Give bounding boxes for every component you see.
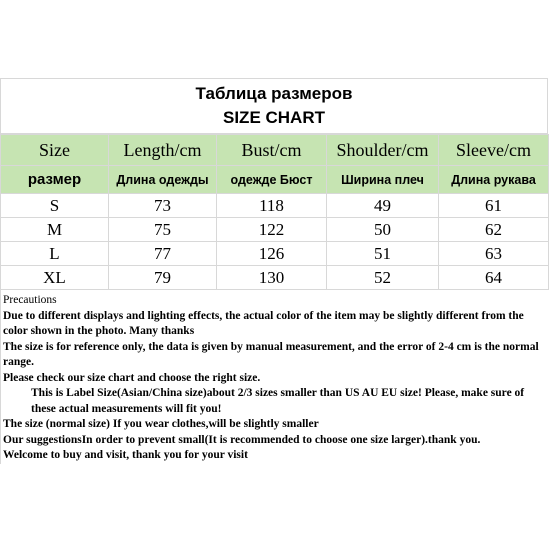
cell-length: 79 [109, 266, 217, 290]
note-line: The size (normal size) If you wear clothes,will be slightly smaller [3, 418, 319, 430]
cell-length: 73 [109, 194, 217, 218]
cell-size: S [1, 194, 109, 218]
header-size-ru: размер [1, 166, 109, 194]
note-line: This is Label Size(Asian/China size)about 2/3 sizes smaller than US AU EU size! Please, make sure of these actual measurements will fit you! [31, 387, 525, 415]
precautions-notes [0, 290, 548, 464]
header-shoulder: Shoulder/cm [327, 135, 439, 166]
cell-size: XL [1, 266, 109, 290]
header-bust-ru: одежде Бюст [217, 166, 327, 194]
note-line: The size is for reference only, the data is given by manual measurement, and the error of 2-4 cm is the normal range. [3, 340, 539, 368]
table-row [1, 266, 549, 290]
table-row [1, 218, 549, 242]
cell-shoulder: 49 [327, 194, 439, 218]
cell-sleeve: 61 [439, 194, 549, 218]
cell-size: L [1, 242, 109, 266]
note-line: Please check our size chart and choose the right size. [3, 371, 261, 384]
cell-bust: 126 [217, 242, 327, 266]
header-length: Length/cm [109, 135, 217, 166]
cell-size: M [1, 218, 109, 242]
header-row-english [1, 135, 549, 166]
cell-shoulder: 52 [327, 266, 439, 290]
size-chart-sheet [0, 78, 548, 464]
table-row [1, 194, 549, 218]
cell-length: 77 [109, 242, 217, 266]
notes-heading: Precautions [3, 294, 57, 306]
cell-sleeve: 64 [439, 266, 549, 290]
size-table [0, 134, 549, 290]
header-sleeve: Sleeve/cm [439, 135, 549, 166]
header-row-russian [1, 166, 549, 194]
title-block [0, 79, 548, 134]
cell-bust: 130 [217, 266, 327, 290]
header-shoulder-ru: Ширина плеч [327, 166, 439, 194]
cell-bust: 118 [217, 194, 327, 218]
header-length-ru: Длина одежды [109, 166, 217, 194]
cell-shoulder: 50 [327, 218, 439, 242]
table-row [1, 242, 549, 266]
header-size: Size [1, 135, 109, 166]
cell-length: 75 [109, 218, 217, 242]
title-russian: Таблица размеров [195, 84, 353, 103]
note-line: Welcome to buy and visit, thank you for your visit [3, 449, 248, 461]
cell-bust: 122 [217, 218, 327, 242]
cell-shoulder: 51 [327, 242, 439, 266]
note-line: Our suggestionsIn order to prevent small(It is recommended to choose one size larger).thank you. [3, 433, 481, 446]
cell-sleeve: 63 [439, 242, 549, 266]
note-line: Due to different displays and lighting effects, the actual color of the item may be slightly different from the color shown in the photo. Many thanks [3, 309, 524, 337]
title-english: SIZE CHART [223, 108, 325, 127]
header-bust: Bust/cm [217, 135, 327, 166]
header-sleeve-ru: Длина рукава [439, 166, 549, 194]
cell-sleeve: 62 [439, 218, 549, 242]
